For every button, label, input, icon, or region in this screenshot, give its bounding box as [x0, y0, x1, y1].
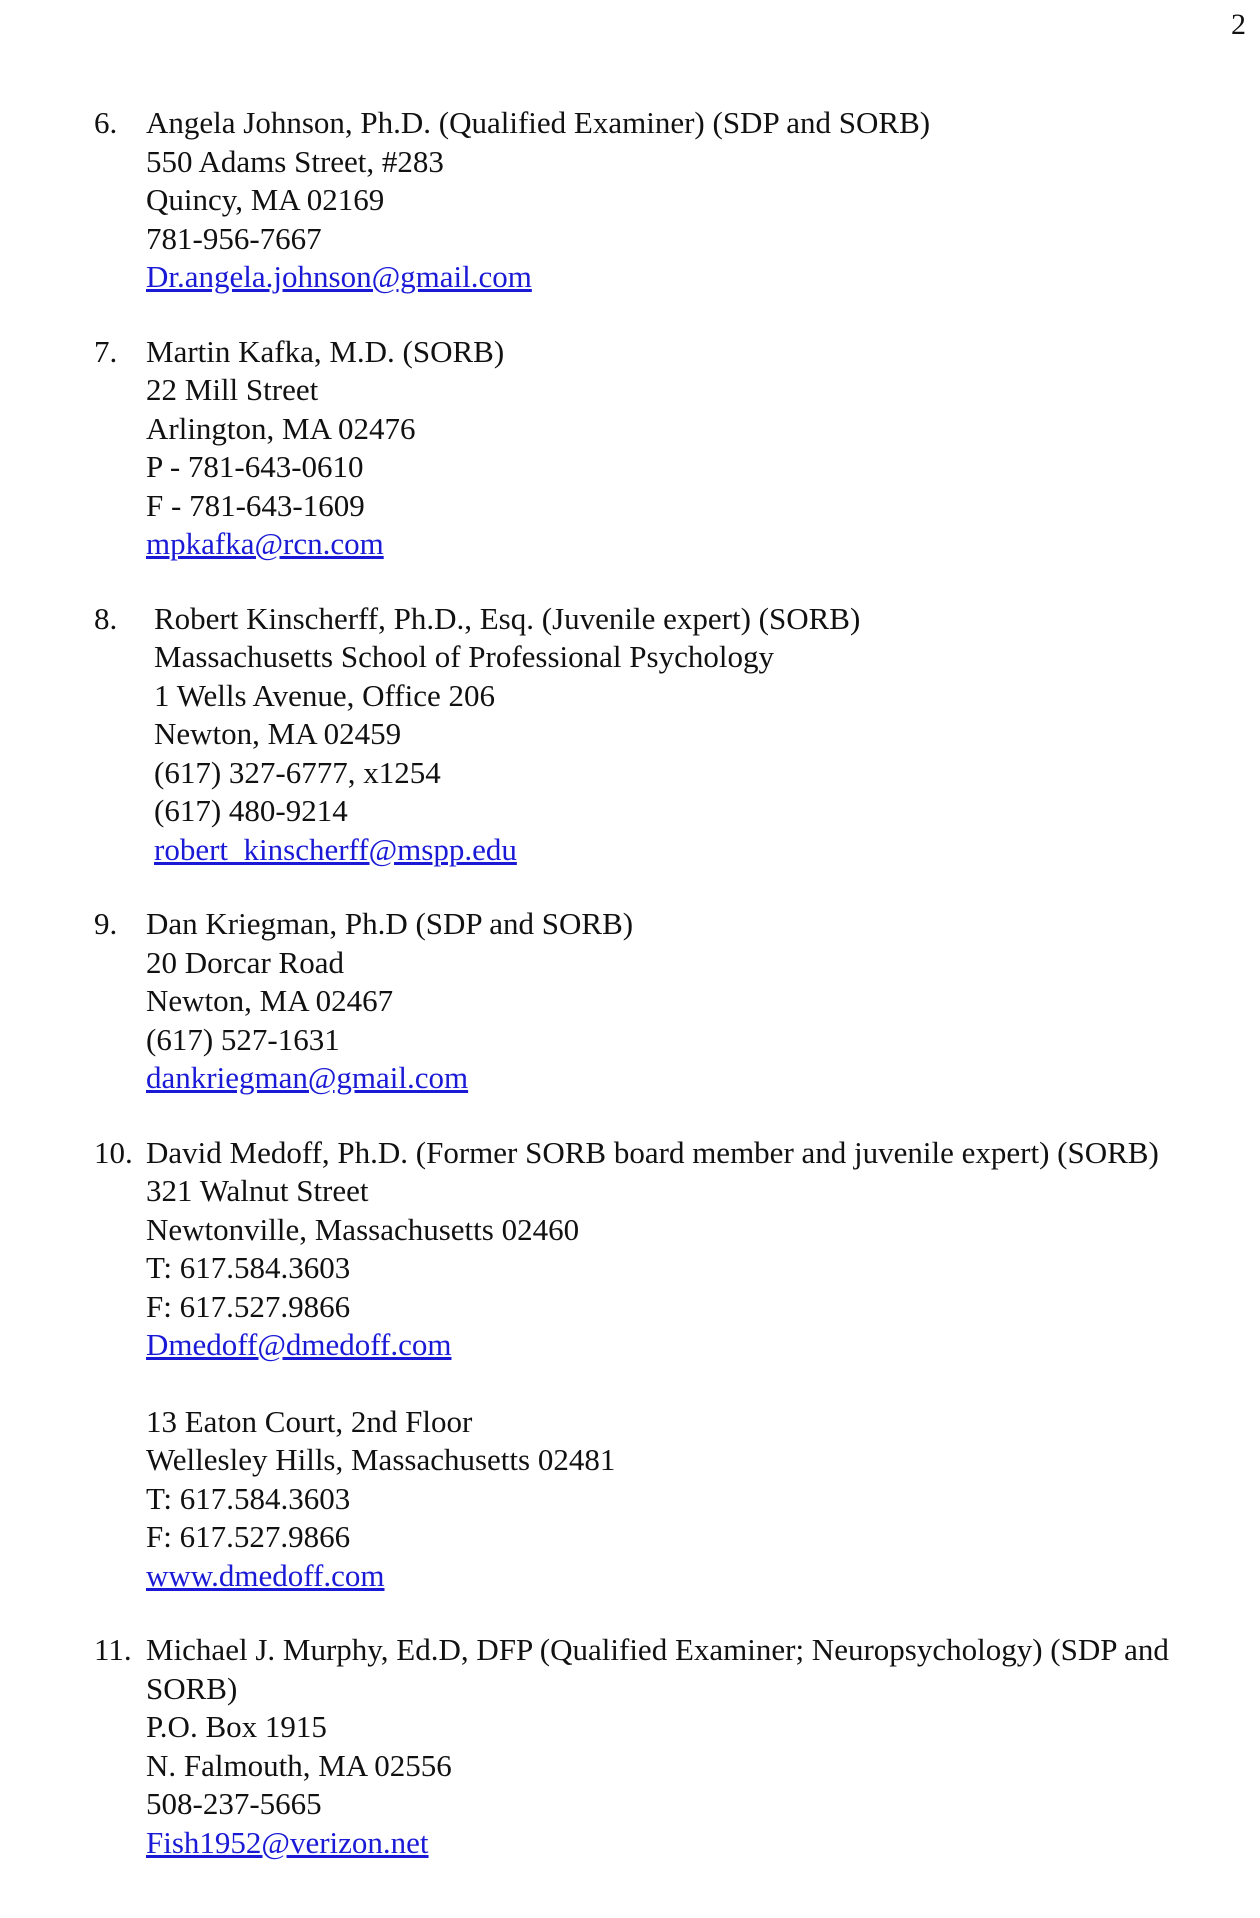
examiner-name: Robert Kinscherff, Ph.D., Esq. (Juvenile expert) (SORB) [154, 600, 861, 636]
list-item-number: 8. [94, 600, 118, 636]
phone-line: 508-237-5665 [146, 1786, 322, 1821]
email-link[interactable]: dankriegman@gmail.com [146, 1060, 469, 1095]
examiner-name: David Medoff, Ph.D. (Former SORB board member and juvenile expert) (SORB) [146, 1134, 1159, 1170]
fax-line: F - 781-643-1609 [146, 487, 365, 523]
city-line: Newton, MA 02467 [146, 983, 394, 1018]
page-number: 2 [1231, 8, 1246, 41]
email-link[interactable]: Fish1952@verizon.net [146, 1824, 429, 1860]
address-line: 22 Mill Street [146, 372, 319, 407]
examiner-list [94, 104, 1244, 1898]
list-item-number: 9. [94, 906, 118, 941]
address-line: 321 Walnut Street [146, 1173, 369, 1208]
phone-line: 781-956-7667 [146, 220, 322, 256]
email-link[interactable]: Dmedoff@dmedoff.com [146, 1327, 452, 1362]
list-item-number: 11. [94, 1632, 132, 1667]
website-link[interactable]: www.dmedoff.com [146, 1557, 385, 1593]
city-line: Quincy, MA 02169 [146, 182, 385, 217]
email-link[interactable]: Dr.angela.johnson@gmail.com [146, 259, 532, 294]
list-item-number: 10. [94, 1134, 133, 1170]
address-line: 1 Wells Avenue, Office 206 [154, 677, 496, 713]
phone-line: T: 617.584.3603 [146, 1250, 351, 1285]
city-line: Arlington, MA 02476 [146, 410, 416, 446]
list-item [94, 104, 1244, 297]
city-line: Newtonville, Massachusetts 02460 [146, 1211, 580, 1247]
fax-line: F: 617.527.9866 [146, 1519, 351, 1554]
organization-line: Massachusetts School of Professional Psychology [154, 639, 774, 674]
examiner-name: Michael J. Murphy, Ed.D, DFP (Qualified Examiner; Neuropsychology) (SDP and SORB) [146, 1632, 1169, 1706]
list-item-number: 6. [94, 105, 118, 140]
address-line: 13 Eaton Court, 2nd Floor [146, 1403, 473, 1439]
second-office [146, 1403, 1244, 1596]
email-link[interactable]: mpkafka@rcn.com [146, 526, 384, 561]
phone-line: (617) 327-6777, x1254 [154, 754, 441, 790]
list-item [94, 600, 1244, 870]
list-item-number: 7. [94, 333, 118, 369]
phone-line: P - 781-643-0610 [146, 449, 364, 484]
city-line: Wellesley Hills, Massachusetts 02481 [146, 1442, 616, 1477]
address-line: 20 Dorcar Road [146, 944, 344, 980]
examiner-name: Dan Kriegman, Ph.D (SDP and SORB) [146, 906, 634, 941]
email-link[interactable]: robert_kinscherff@mspp.edu [154, 831, 517, 867]
city-line: N. Falmouth, MA 02556 [146, 1747, 452, 1783]
examiner-name: Martin Kafka, M.D. (SORB) [146, 333, 505, 369]
address-line: 550 Adams Street, #283 [146, 143, 444, 179]
list-item [94, 1134, 1244, 1596]
city-line: Newton, MA 02459 [154, 716, 402, 751]
list-item [94, 1631, 1244, 1862]
phone-line: (617) 480-9214 [154, 793, 348, 828]
phone-line: (617) 527-1631 [146, 1021, 340, 1057]
phone-line: T: 617.584.3603 [146, 1480, 351, 1516]
examiner-name: Angela Johnson, Ph.D. (Qualified Examiner) (SDP and SORB) [146, 105, 931, 140]
list-item [94, 905, 1244, 1098]
address-line: P.O. Box 1915 [146, 1709, 327, 1744]
list-item [94, 333, 1244, 564]
fax-line: F: 617.527.9866 [146, 1288, 351, 1324]
